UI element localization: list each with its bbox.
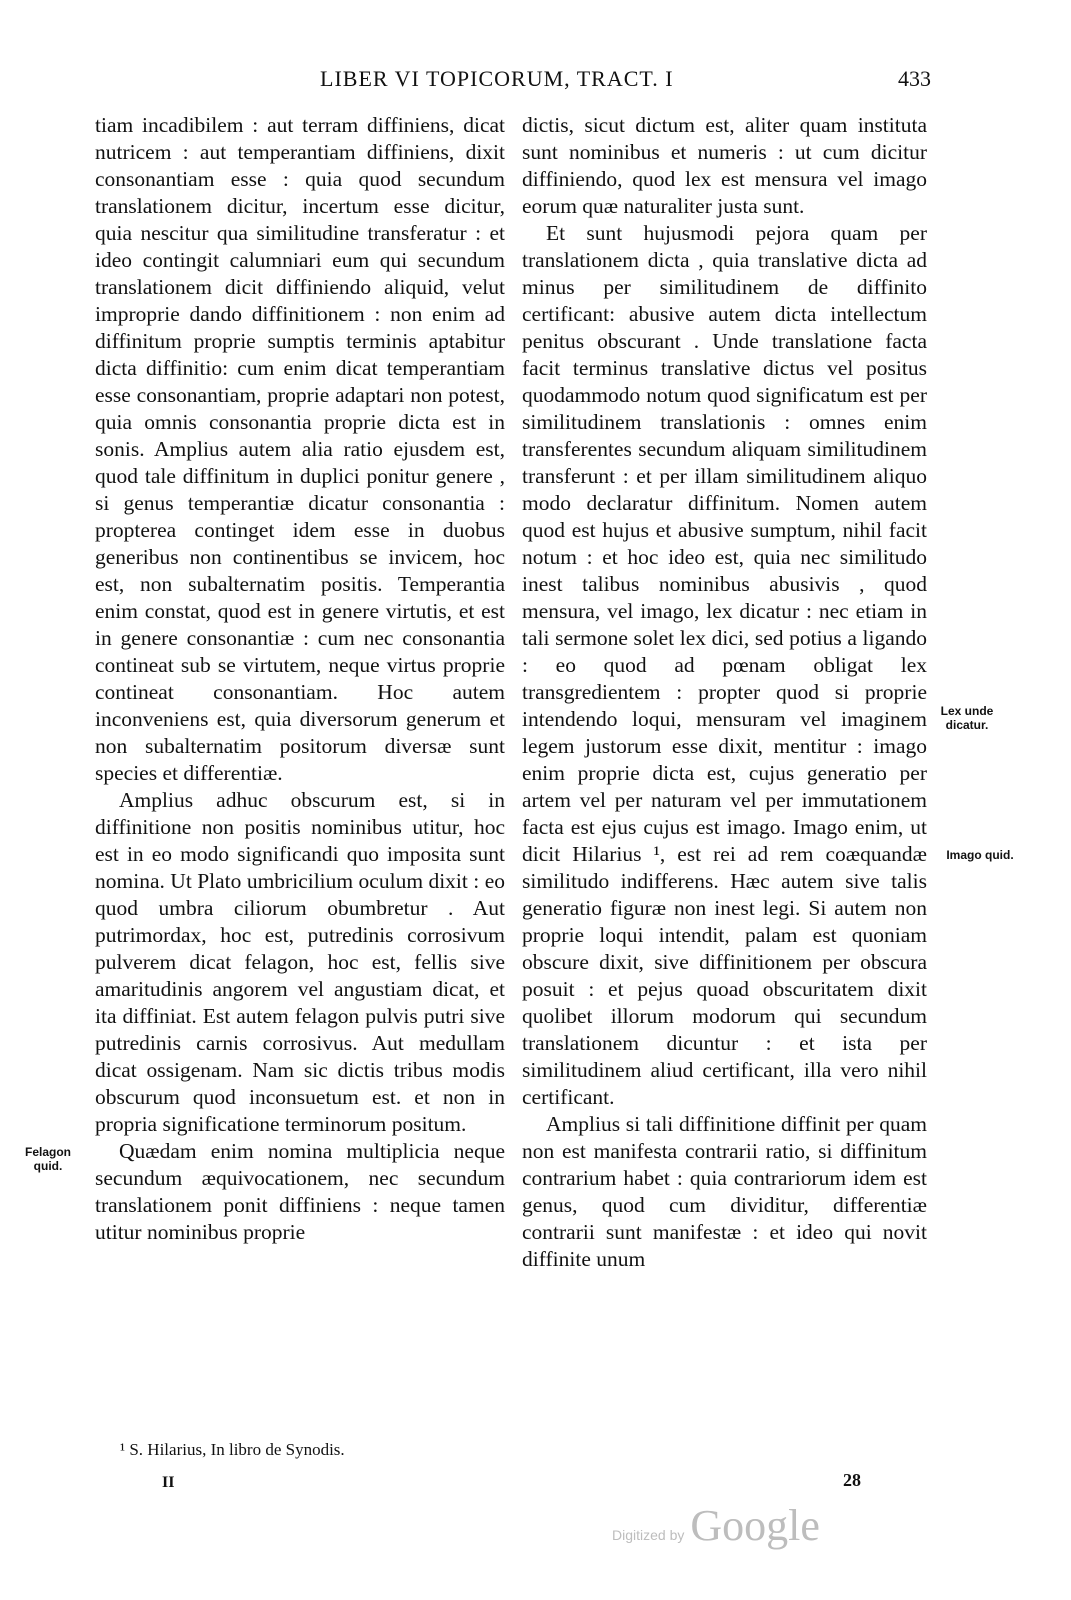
right-paragraph-1: dictis, sicut dictum est, aliter quam instituta sunt nominibus et numeris : ut cum dicitur diffiniendo, quod lex est mensura vel imago eorum quæ naturaliter justa sunt. (522, 113, 927, 218)
page-number: 433 (898, 66, 931, 91)
left-column (95, 112, 505, 1246)
running-title: LIBER VI TOPICORUM, TRACT. I (320, 66, 674, 91)
footnote: ¹ S. Hilarius, In libro de Synodis. (120, 1440, 345, 1459)
signature-mark: II (162, 1474, 175, 1491)
left-paragraph-1: tiam incadibilem : aut terram diffiniens, dicat nutricem : aut temperantiam diffiniens, dixit consonantiam esse : quia quod secundum translationem dicitur, incertum esse dicitur, quia nescitur qua similitudine transferatur : et ideo contingit calumniari eum qui secundum translationem dicit diffiniendo aliquid, velut improprie dando diffinitionem : non enim ad diffinitum proprie sumptis terminis aptabitur dicta diffinitio: cum enim dicat temperantiam esse consonantiam, proprie adaptari non potest, quia omnis consonantia proprie dicta est in sonis. Amplius autem alia ratio ejusdem est, quod tale diffinitum in duplici ponitur genere , si genus temperantiæ dicatur consonantia : propterea continget idem esse in duobus generibus non continentibus se invicem, hoc est, non subalternatim positis. Temperantia enim constat, quod est in genere virtutis, et est in genere consonantiæ : cum nec consonantia contineat sub se virtutem, neque virtus proprie contineat consonantiam. Hoc autem inconveniens est, quia diversorum generum et non subalternatim positorum diversæ sunt species et differentiæ. (95, 113, 505, 785)
folio-number: 28 (843, 1470, 861, 1490)
margin-note-lex: Lex unde dicatur. (940, 704, 994, 732)
right-column (522, 112, 927, 1273)
left-paragraph-2: Amplius adhuc obscurum est, si in diffinitione non positis nominibus utitur, hoc est in eo modo significandi quo imposita sunt nomina. Ut Plato umbricilium oculum dixit : eo quod umbra ciliorum obumbretur . Aut putrimordax, hoc est, putredinis corrosivum pulverem dicat felagon, hoc est, fellis sive amaritudinis angorem vel angustiam dicat, et ita diffiniat. Est autem felagon pulvis putri sive putredinis carnis corrosivus. Aut medullam dicat ossigenam. Nam sic dictis tribus modis obscurum quod inconsuetum est. et non in propria significatione terminorum positum. (95, 788, 505, 1136)
margin-note-felagon: Felagon quid. (24, 1145, 71, 1173)
margin-note-imago: Imago quid. (946, 848, 1014, 862)
right-paragraph-2: Et sunt hujusmodi pejora quam per translationem dicta , quia translative dicta ad minus per similitudinem de diffinito certificant: abusive autem dicta intellectum penitus obscurant . Unde translatione facta facit terminus translative dictus vel positus quodammodo notum quod significatum est per similitudinem translationis : omnes enim transferentes secundum aliquam similitudinem transferunt : et per illam similitudinem aliquo modo declaratur diffinitum. Nomen autem quod est hujus et abusive sumptum, nihil facit notum : et hoc ideo est, quia nec similitudo inest talibus nominibus abusivis , quod mensura, vel imago, lex dicatur : nec etiam in tali sermone solet lex dici, sed potius a ligando : eo quod ad pœnam obligat lex transgredientem : propter quod si proprie intendendo loqui, mensuram vel imaginem legem justorum esse dixit, mentitur : imago enim proprie dicta est, cujus generatio per artem vel per naturam vel per immutationem facta est ejus cujus est imago. Imago enim, ut dicit Hilarius ¹, est rei ad rem coæquandæ similitudo indifferens. Hæc autem sive talis generatio figuræ non inest legi. Si autem non proprie loqui intendit, palam est quoniam obscure dixit, sive diffinitionem per obscura posuit : et pejus quoad obscuritatem dixit quolibet illorum modorum qui secundum translationem dicuntur : et ista per similitudinem aliud certificant, illa vero nihil certificant. (522, 221, 927, 1109)
google-watermark (612, 1500, 820, 1551)
left-paragraph-3: Quædam enim nomina multiplicia neque secundum æquivocationem, nec secundum translationem ponit diffiniens : neque tamen utitur nominibus proprie (95, 1139, 505, 1244)
google-logo: Google (690, 1501, 820, 1550)
watermark-digitized-text: Digitized by (612, 1527, 685, 1543)
right-paragraph-3: Amplius si tali diffinitione diffinit per quam non est manifesta contrarii ratio, si diffinitum contrarium habet : quia contrariorum idem est genus, quod cum dividitur, differentiæ contrarii sunt manifestæ : et ideo qui novit diffinite unum (522, 1112, 927, 1271)
